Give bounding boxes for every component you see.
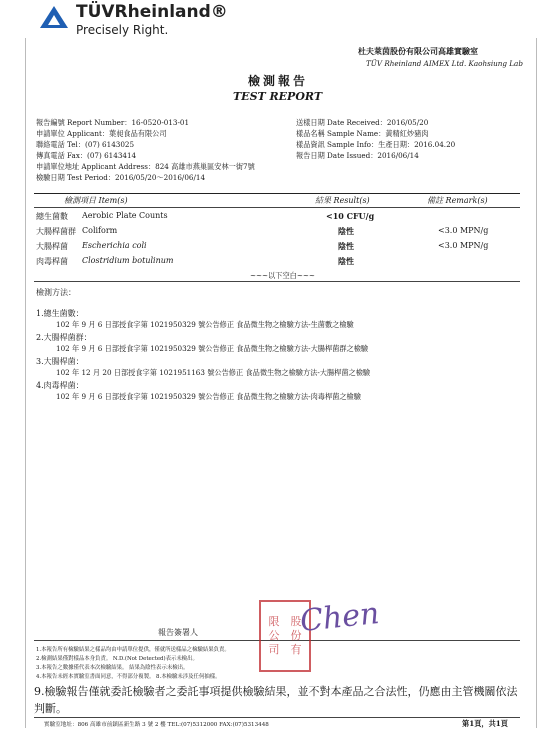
table-cell-item-en: Clostridium botulinum [82,256,174,265]
table-cell-result: 陰性 [338,241,354,251]
info-field: 樣品資訊 Sample Info：生產日期：2016.04.20 [296,140,456,149]
method-text: 102 年 9 月 6 日部授食字第 1021950329 號公告修正 食品微生物之檢驗方法-生菌數之檢驗 [56,320,354,329]
title-zh: 檢測報告 [248,74,309,88]
table-cell-result: 陰性 [338,256,354,266]
company-name-en: TÜV Rheinland AIMEX Ltd. Kaohsiung Lab [366,59,523,68]
method-title: 1.總生菌數： [36,309,84,318]
table-cell-item-en: Escherichia coli [82,241,147,250]
lab-address: 實驗室地址：806 高雄市前鎮區新生路 3 號 2 樓 TEL:(07)5312000 FAX:(07)5313448 [44,722,269,728]
footer-disclaimer: 9.檢驗報告僅就委託檢驗者之委託事項提供檢驗結果，並不對本產品之合法性，仍應由主管機關依法判斷。 [34,685,518,715]
info-field: 送樣日期 Date Received：2016/05/20 [296,118,429,127]
table-cell-item-zh: 大腸桿菌 [36,242,68,251]
company-seal-stamp: 限 股 公 份 司 有 [259,600,311,672]
info-field: 報告編號 Report Number：16-0520-013-01 [36,118,190,127]
table-cell-item-en: Coliform [82,226,118,235]
info-field: 聯絡電話 Tel：(07) 6143025 [36,140,135,149]
col-header-remark: 備註 Remark(s) [427,196,488,205]
table-cell-item-zh: 大腸桿菌群 [36,227,76,236]
col-header-result: 結果 Result(s) [315,196,370,205]
note-line: 4.本報告未經本實驗室書面同意，不得部分複製。 8.本檢驗未涉及任何抽樣。 [36,674,221,680]
page-border-left [25,38,26,728]
signature-label: 報告簽署人 [158,628,198,637]
note-line: 2.檢測結果僅對樣品本身負責。 N.D.(Not Detected)表示未檢出。 [36,656,198,662]
end-mark: ~~~以下空白~~~ [250,271,315,280]
table-header-rule [34,207,520,208]
methods-heading: 檢測方法： [36,288,76,297]
table-top-rule [34,193,520,194]
footer-rule [34,717,520,718]
method-title: 3.大腸桿菌： [36,357,84,366]
info-field: 申請單位 Applicant：葉昶食品有限公司 [36,129,167,138]
method-text: 102 年 9 月 6 日部授食字第 1021950329 號公告修正 食品微生物之檢驗方法-大腸桿菌群之檢驗 [56,344,369,353]
note-line: 3.本報告之數據僅代表本次檢驗結果。 結果為陰性表示未檢出。 [36,665,189,671]
logo-wordmark: TÜVRheinland® [76,2,228,22]
company-name-zh: 杜夫萊茵股份有限公司高雄實驗室 [358,46,478,56]
table-cell-remark: <3.0 MPN/g [438,226,489,235]
title-en: TEST REPORT [233,90,323,103]
info-field: 樣品名稱 Sample Name：黃精紅炒豬肉 [296,129,429,138]
note-line: 1.本報告所有檢驗結果之樣品均由申請單位提供，僅就所送樣品之檢驗結果負責。 [36,647,230,653]
table-cell-remark: <3.0 MPN/g [438,241,489,250]
table-cell-item-zh: 總生菌數 [36,212,68,221]
method-text: 102 年 9 月 6 日部授食字第 1021950329 號公告修正 食品微生物之檢驗方法-肉毒桿菌之檢驗 [56,392,361,401]
info-field: 申請單位地址 Applicant Address：824 高雄市燕巢區安林一街7號 [36,162,255,171]
page-number: 第1頁，共1頁 [462,719,508,728]
info-field: 傳真電話 Fax：(07) 6143414 [36,151,137,160]
table-bottom-rule [34,281,520,282]
method-text: 102 年 12 月 20 日部授食字第 1021951163 號公告修正 食品微生物之檢驗方法-大腸桿菌之檢驗 [56,368,371,377]
info-field: 報告日期 Date Issued：2016/06/14 [296,151,419,160]
table-cell-item-zh: 肉毒桿菌 [36,257,68,266]
signature-handwriting: Chen [298,595,381,640]
method-title: 2.大腸桿菌群： [36,333,92,342]
table-cell-result: <10 CFU/g [326,211,375,221]
page-border-right [536,38,537,728]
col-header-item: 檢測項目 Item(s) [64,196,128,205]
logo-tagline: Precisely Right. [76,23,169,37]
method-title: 4.肉毒桿菌： [36,381,84,390]
table-cell-item-en: Aerobic Plate Counts [82,211,168,220]
table-cell-result: 陰性 [338,226,354,236]
info-field: 檢驗日期 Test Period：2016/05/20～2016/06/14 [36,173,206,182]
